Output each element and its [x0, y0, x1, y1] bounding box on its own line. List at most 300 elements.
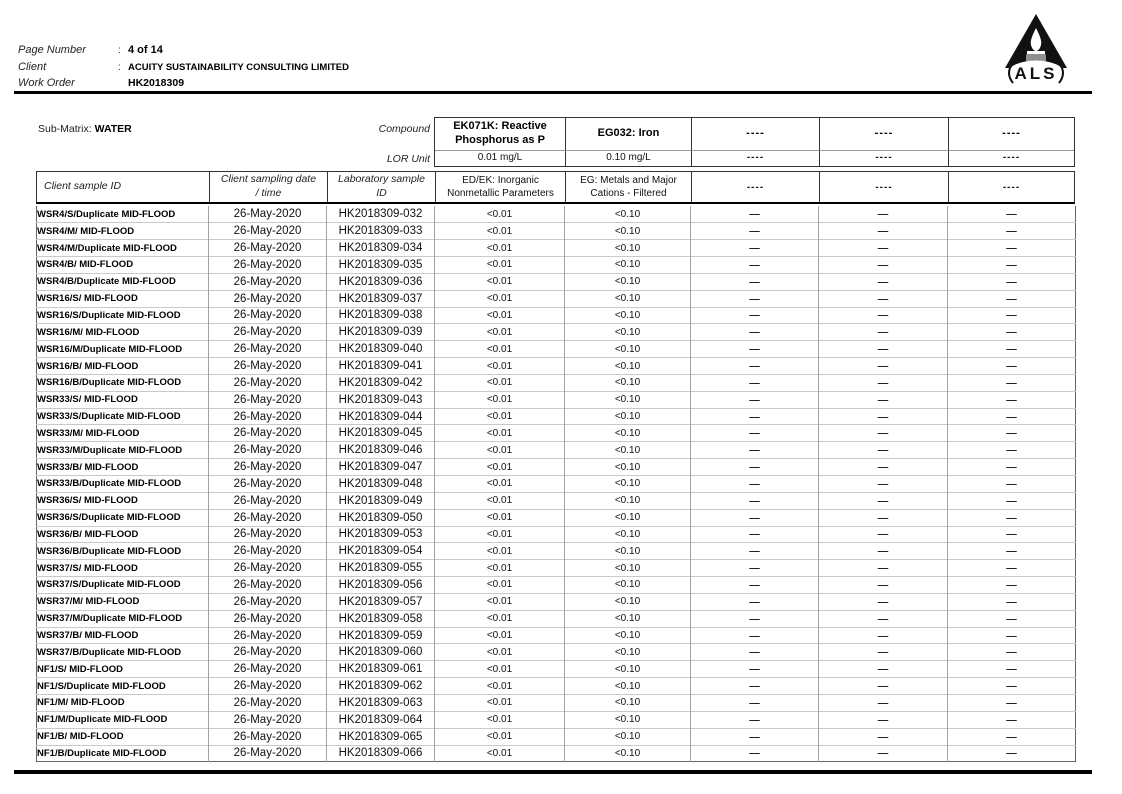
result-cell: — — [948, 509, 1076, 526]
client-sample-id-cell: WSR16/S/ MID-FLOOD — [37, 290, 209, 307]
client-sample-id-cell: WSR36/S/ MID-FLOOD — [37, 492, 209, 509]
sampling-date-cell: 26-May-2020 — [209, 240, 327, 257]
result-cell: <0.10 — [565, 206, 691, 223]
lab-sample-id-cell: HK2018309-062 — [327, 678, 435, 695]
lab-sample-id-cell: HK2018309-049 — [327, 492, 435, 509]
table-row — [37, 206, 1076, 223]
client-sample-id-cell: WSR16/M/Duplicate MID-FLOOD — [37, 341, 209, 358]
results-table-wrap — [36, 206, 1075, 762]
result-cell: — — [691, 459, 819, 476]
table-row — [37, 459, 1076, 476]
table-row — [37, 577, 1076, 594]
separator: : — [118, 62, 121, 73]
sub-matrix-label: Sub-Matrix: — [38, 123, 92, 135]
client-sample-id-cell: WSR33/M/Duplicate MID-FLOOD — [37, 442, 209, 459]
result-cell: — — [691, 358, 819, 375]
result-cell: <0.10 — [565, 560, 691, 577]
client-label: Client — [18, 61, 47, 73]
sampling-date-cell: 26-May-2020 — [209, 543, 327, 560]
client-sample-id-cell: WSR33/B/ MID-FLOOD — [37, 459, 209, 476]
result-cell: — — [948, 593, 1076, 610]
table-row — [37, 307, 1076, 324]
client-sample-id-cell: NF1/S/ MID-FLOOD — [37, 661, 209, 678]
result-cell: — — [948, 627, 1076, 644]
client-sample-id-cell: NF1/B/Duplicate MID-FLOOD — [37, 745, 209, 762]
result-cell: — — [691, 476, 819, 493]
client-sample-id-cell: WSR37/B/ MID-FLOOD — [37, 627, 209, 644]
result-cell: — — [819, 442, 948, 459]
result-cell: — — [691, 374, 819, 391]
result-cell: — — [691, 711, 819, 728]
lab-sample-id-cell: HK2018309-032 — [327, 206, 435, 223]
result-cell: — — [948, 678, 1076, 695]
result-cell: — — [948, 728, 1076, 745]
result-cell: — — [819, 610, 948, 627]
lab-sample-id-cell: HK2018309-039 — [327, 324, 435, 341]
sampling-date-cell: 26-May-2020 — [209, 610, 327, 627]
separator: : — [118, 45, 121, 56]
result-cell: — — [948, 240, 1076, 257]
result-cell: <0.01 — [435, 290, 565, 307]
lab-sample-id-cell: HK2018309-053 — [327, 526, 435, 543]
lab-sample-id-cell: HK2018309-058 — [327, 610, 435, 627]
table-row — [37, 678, 1076, 695]
lab-sample-id-cell: HK2018309-041 — [327, 358, 435, 375]
result-cell: — — [819, 257, 948, 274]
result-cell: — — [948, 543, 1076, 560]
lab-sample-id-cell: HK2018309-043 — [327, 391, 435, 408]
result-cell: — — [819, 476, 948, 493]
lab-sample-id-cell: HK2018309-040 — [327, 341, 435, 358]
footer-divider — [14, 770, 1092, 774]
result-cell: — — [691, 408, 819, 425]
table-row — [37, 324, 1076, 341]
result-cell: — — [948, 223, 1076, 240]
table-row — [37, 745, 1076, 762]
client-sample-id-cell: WSR16/M/ MID-FLOOD — [37, 324, 209, 341]
results-table — [36, 206, 1076, 762]
result-cell: <0.10 — [565, 442, 691, 459]
result-cell: — — [819, 341, 948, 358]
lor-unit-cell: ---- — [691, 150, 819, 166]
lab-sample-id-cell: HK2018309-060 — [327, 644, 435, 661]
lab-sample-id-cell: HK2018309-047 — [327, 459, 435, 476]
sampling-date-cell: 26-May-2020 — [209, 745, 327, 762]
result-cell: — — [819, 644, 948, 661]
result-cell: <0.10 — [565, 543, 691, 560]
result-cell: <0.01 — [435, 526, 565, 543]
als-logo — [993, 10, 1079, 86]
client-sample-id-cell: WSR36/B/Duplicate MID-FLOOD — [37, 543, 209, 560]
result-cell: <0.01 — [435, 476, 565, 493]
result-cell: — — [691, 324, 819, 341]
result-cell: — — [948, 711, 1076, 728]
result-cell: — — [819, 358, 948, 375]
result-cell: <0.01 — [435, 560, 565, 577]
result-cell: — — [691, 290, 819, 307]
lab-sample-id-cell: HK2018309-045 — [327, 425, 435, 442]
table-row — [37, 627, 1076, 644]
sampling-date-cell: 26-May-2020 — [209, 526, 327, 543]
table-row — [37, 593, 1076, 610]
table-row — [37, 543, 1076, 560]
result-cell: — — [819, 223, 948, 240]
result-cell: — — [948, 206, 1076, 223]
result-cell: — — [691, 341, 819, 358]
sampling-date-cell: 26-May-2020 — [209, 661, 327, 678]
result-cell: <0.10 — [565, 593, 691, 610]
result-cell: — — [819, 374, 948, 391]
table-row — [37, 391, 1076, 408]
result-cell: <0.01 — [435, 577, 565, 594]
result-cell: — — [691, 425, 819, 442]
page-number-field — [18, 40, 163, 58]
result-cell: — — [948, 745, 1076, 762]
sampling-date-cell: 26-May-2020 — [209, 273, 327, 290]
result-cell: — — [948, 644, 1076, 661]
table-row — [37, 257, 1076, 274]
result-cell: — — [948, 476, 1076, 493]
result-cell: — — [948, 694, 1076, 711]
sampling-date-cell: 26-May-2020 — [209, 290, 327, 307]
result-cell: <0.10 — [565, 509, 691, 526]
result-cell: — — [819, 492, 948, 509]
method-group-cell: ---- — [691, 172, 819, 202]
result-cell: — — [819, 206, 948, 223]
result-cell: — — [691, 206, 819, 223]
client-sample-id-cell: WSR33/M/ MID-FLOOD — [37, 425, 209, 442]
result-cell: <0.10 — [565, 476, 691, 493]
compound-header-cell: EK071K: Reactive Phosphorus as P — [453, 120, 547, 146]
client-sample-id-cell: WSR37/B/Duplicate MID-FLOOD — [37, 644, 209, 661]
sampling-date-cell: 26-May-2020 — [209, 307, 327, 324]
sub-matrix — [38, 123, 132, 135]
result-cell: <0.01 — [435, 593, 565, 610]
result-cell: — — [691, 728, 819, 745]
table-row — [37, 644, 1076, 661]
lab-sample-id-cell: HK2018309-054 — [327, 543, 435, 560]
result-cell: — — [819, 425, 948, 442]
sampling-date-cell: 26-May-2020 — [209, 341, 327, 358]
result-cell: — — [819, 678, 948, 695]
result-cell: <0.01 — [435, 678, 565, 695]
result-cell: — — [819, 408, 948, 425]
sampling-date-cell: 26-May-2020 — [209, 425, 327, 442]
result-cell: <0.01 — [435, 307, 565, 324]
result-cell: <0.10 — [565, 391, 691, 408]
client-sample-id-cell: NF1/M/ MID-FLOOD — [37, 694, 209, 711]
result-cell: <0.01 — [435, 728, 565, 745]
sampling-date-cell: 26-May-2020 — [209, 223, 327, 240]
result-cell: <0.01 — [435, 257, 565, 274]
result-cell: <0.10 — [565, 728, 691, 745]
sampling-date-cell: 26-May-2020 — [209, 492, 327, 509]
result-cell: <0.01 — [435, 273, 565, 290]
sub-matrix-value: WATER — [94, 123, 132, 135]
sampling-date-cell: 26-May-2020 — [209, 257, 327, 274]
result-cell: <0.10 — [565, 324, 691, 341]
result-cell: — — [691, 593, 819, 610]
result-cell: — — [819, 694, 948, 711]
result-cell: — — [948, 425, 1076, 442]
sampling-date-cell: 26-May-2020 — [209, 391, 327, 408]
result-cell: — — [819, 391, 948, 408]
lab-sample-id-cell: HK2018309-065 — [327, 728, 435, 745]
result-cell: <0.01 — [435, 391, 565, 408]
table-row — [37, 223, 1076, 240]
method-group-cell: EG: Metals and Major Cations - Filtered — [565, 172, 691, 202]
client-sample-id-cell: WSR4/M/Duplicate MID-FLOOD — [37, 240, 209, 257]
result-cell: — — [819, 459, 948, 476]
result-cell: — — [691, 577, 819, 594]
sampling-date-cell: 26-May-2020 — [209, 509, 327, 526]
result-cell: — — [691, 273, 819, 290]
client-sample-id-cell: WSR16/B/Duplicate MID-FLOOD — [37, 374, 209, 391]
svg-text:ALS: ALS — [1014, 64, 1058, 83]
result-cell: — — [691, 492, 819, 509]
result-cell: <0.01 — [435, 425, 565, 442]
client-sample-id-cell: NF1/B/ MID-FLOOD — [37, 728, 209, 745]
table-row — [37, 240, 1076, 257]
lab-sample-id-cell: HK2018309-048 — [327, 476, 435, 493]
table-row — [37, 560, 1076, 577]
result-cell: — — [948, 492, 1076, 509]
result-cell: <0.10 — [565, 307, 691, 324]
lor-unit-row-label: LOR Unit — [386, 153, 430, 165]
result-cell: — — [691, 543, 819, 560]
client-sample-id-cell: WSR36/S/Duplicate MID-FLOOD — [37, 509, 209, 526]
sampling-date-cell: 26-May-2020 — [209, 324, 327, 341]
sample-rows — [37, 206, 1076, 762]
result-cell: <0.01 — [435, 442, 565, 459]
compound-row-label: Compound — [378, 123, 430, 135]
client-sample-id-cell: WSR36/B/ MID-FLOOD — [37, 526, 209, 543]
client-sample-id-cell: WSR16/B/ MID-FLOOD — [37, 358, 209, 375]
table-row — [37, 442, 1076, 459]
table-row — [37, 509, 1076, 526]
compound-header-cell: ---- — [691, 118, 819, 150]
lab-sample-id-cell: HK2018309-066 — [327, 745, 435, 762]
lab-sample-id-cell: HK2018309-035 — [327, 257, 435, 274]
result-cell: <0.01 — [435, 627, 565, 644]
result-cell: <0.10 — [565, 627, 691, 644]
result-cell: — — [691, 694, 819, 711]
result-cell: — — [948, 374, 1076, 391]
result-cell: — — [819, 290, 948, 307]
result-cell: — — [691, 307, 819, 324]
result-cell: — — [948, 358, 1076, 375]
result-cell: — — [691, 627, 819, 644]
result-cell: — — [948, 257, 1076, 274]
result-cell: <0.10 — [565, 273, 691, 290]
result-cell: — — [819, 577, 948, 594]
lab-sample-id-cell: HK2018309-057 — [327, 593, 435, 610]
table-row — [37, 492, 1076, 509]
work-order-field — [18, 73, 184, 91]
result-cell: <0.01 — [435, 745, 565, 762]
result-cell: — — [819, 543, 948, 560]
result-cell: <0.10 — [565, 492, 691, 509]
page-number-value: 4 of 14 — [128, 44, 163, 56]
result-cell: — — [691, 257, 819, 274]
column-header-box — [36, 171, 1075, 204]
lor-unit-cell: ---- — [819, 150, 948, 166]
compound-header-cell: ---- — [819, 118, 948, 150]
result-cell: — — [819, 728, 948, 745]
sampling-date-cell: 26-May-2020 — [209, 476, 327, 493]
table-row — [37, 526, 1076, 543]
result-cell: — — [691, 509, 819, 526]
sample-column-header: Client sampling date / time — [209, 172, 327, 202]
method-group-cell: ED/EK: Inorganic Nonmetallic Parameters — [435, 172, 565, 202]
lab-sample-id-cell: HK2018309-034 — [327, 240, 435, 257]
result-cell: <0.10 — [565, 610, 691, 627]
sampling-date-cell: 26-May-2020 — [209, 711, 327, 728]
result-cell: <0.01 — [435, 324, 565, 341]
lor-unit-cell: 0.10 mg/L — [565, 150, 691, 166]
result-cell: <0.01 — [435, 610, 565, 627]
result-cell: — — [691, 644, 819, 661]
result-cell: <0.10 — [565, 257, 691, 274]
page-number-label: Page Number — [18, 44, 86, 56]
sampling-date-cell: 26-May-2020 — [209, 408, 327, 425]
result-cell: — — [819, 593, 948, 610]
result-cell: <0.10 — [565, 694, 691, 711]
result-cell: <0.10 — [565, 358, 691, 375]
sampling-date-cell: 26-May-2020 — [209, 577, 327, 594]
header-divider — [14, 91, 1092, 94]
sampling-date-cell: 26-May-2020 — [209, 206, 327, 223]
result-cell: — — [819, 627, 948, 644]
method-group-cell: ---- — [948, 172, 1074, 202]
table-row — [37, 408, 1076, 425]
result-cell: <0.01 — [435, 492, 565, 509]
sampling-date-cell: 26-May-2020 — [209, 459, 327, 476]
result-cell: — — [819, 509, 948, 526]
compound-header-cell: ---- — [948, 118, 1074, 150]
lab-sample-id-cell: HK2018309-038 — [327, 307, 435, 324]
result-cell: — — [691, 661, 819, 678]
result-cell: <0.10 — [565, 661, 691, 678]
client-sample-id-cell: NF1/S/Duplicate MID-FLOOD — [37, 678, 209, 695]
als-logo-graphic — [993, 10, 1079, 86]
result-cell: — — [819, 560, 948, 577]
sampling-date-cell: 26-May-2020 — [209, 678, 327, 695]
result-cell: — — [948, 391, 1076, 408]
result-cell: <0.10 — [565, 745, 691, 762]
table-row — [37, 341, 1076, 358]
result-cell: <0.01 — [435, 711, 565, 728]
result-cell: <0.10 — [565, 374, 691, 391]
result-cell: — — [819, 240, 948, 257]
client-sample-id-cell: WSR4/B/ MID-FLOOD — [37, 257, 209, 274]
sample-column-header: Client sample ID — [44, 180, 122, 193]
sampling-date-cell: 26-May-2020 — [209, 358, 327, 375]
result-cell: — — [819, 661, 948, 678]
sampling-date-cell: 26-May-2020 — [209, 728, 327, 745]
client-sample-id-cell: WSR16/S/Duplicate MID-FLOOD — [37, 307, 209, 324]
lab-sample-id-cell: HK2018309-064 — [327, 711, 435, 728]
result-cell: <0.01 — [435, 661, 565, 678]
method-group-cell: ---- — [819, 172, 948, 202]
result-cell: — — [948, 408, 1076, 425]
lab-sample-id-cell: HK2018309-061 — [327, 661, 435, 678]
table-row — [37, 374, 1076, 391]
result-cell: — — [819, 324, 948, 341]
result-cell: — — [819, 745, 948, 762]
work-order-label: Work Order — [18, 77, 75, 89]
result-cell: — — [691, 391, 819, 408]
result-cell: — — [691, 610, 819, 627]
result-cell: — — [948, 341, 1076, 358]
result-cell: — — [819, 526, 948, 543]
table-row — [37, 694, 1076, 711]
sampling-date-cell: 26-May-2020 — [209, 644, 327, 661]
client-sample-id-cell: WSR33/B/Duplicate MID-FLOOD — [37, 476, 209, 493]
sampling-date-cell: 26-May-2020 — [209, 694, 327, 711]
result-cell: — — [948, 526, 1076, 543]
table-row — [37, 273, 1076, 290]
result-cell: <0.01 — [435, 374, 565, 391]
result-cell: <0.01 — [435, 543, 565, 560]
sampling-date-cell: 26-May-2020 — [209, 442, 327, 459]
client-sample-id-cell: NF1/M/Duplicate MID-FLOOD — [37, 711, 209, 728]
client-sample-id-cell: WSR4/M/ MID-FLOOD — [37, 223, 209, 240]
result-cell: <0.10 — [565, 408, 691, 425]
result-cell: — — [691, 240, 819, 257]
compound-header-cell: EG032: Iron — [565, 118, 691, 150]
result-cell: <0.10 — [565, 290, 691, 307]
result-cell: <0.10 — [565, 711, 691, 728]
result-cell: <0.01 — [435, 459, 565, 476]
result-cell: — — [691, 223, 819, 240]
lab-sample-id-cell: HK2018309-050 — [327, 509, 435, 526]
result-cell: <0.10 — [565, 678, 691, 695]
result-cell: — — [948, 610, 1076, 627]
client-sample-id-cell: WSR37/M/ MID-FLOOD — [37, 593, 209, 610]
client-sample-id-cell: WSR37/S/Duplicate MID-FLOOD — [37, 577, 209, 594]
client-sample-id-cell: WSR4/B/Duplicate MID-FLOOD — [37, 273, 209, 290]
result-cell: <0.01 — [435, 341, 565, 358]
result-cell: <0.01 — [435, 408, 565, 425]
table-row — [37, 711, 1076, 728]
client-sample-id-cell: WSR4/S/Duplicate MID-FLOOD — [37, 208, 176, 220]
client-sample-id-cell: WSR37/S/ MID-FLOOD — [37, 560, 209, 577]
table-row — [37, 425, 1076, 442]
lab-sample-id-cell: HK2018309-042 — [327, 374, 435, 391]
result-cell: — — [819, 307, 948, 324]
result-cell: <0.01 — [435, 240, 565, 257]
result-cell: <0.01 — [435, 644, 565, 661]
result-cell: <0.01 — [435, 358, 565, 375]
lab-sample-id-cell: HK2018309-059 — [327, 627, 435, 644]
result-cell: — — [819, 711, 948, 728]
result-cell: — — [948, 442, 1076, 459]
table-row — [37, 728, 1076, 745]
result-cell: <0.10 — [565, 223, 691, 240]
table-row — [37, 661, 1076, 678]
client-sample-id-cell: WSR37/M/Duplicate MID-FLOOD — [37, 610, 209, 627]
lor-unit-cell: ---- — [948, 150, 1074, 166]
result-cell: — — [691, 526, 819, 543]
result-cell: — — [819, 273, 948, 290]
result-cell: — — [948, 560, 1076, 577]
result-cell: — — [948, 290, 1076, 307]
table-row — [37, 358, 1076, 375]
lab-sample-id-cell: HK2018309-046 — [327, 442, 435, 459]
sampling-date-cell: 26-May-2020 — [209, 560, 327, 577]
result-cell: — — [691, 560, 819, 577]
